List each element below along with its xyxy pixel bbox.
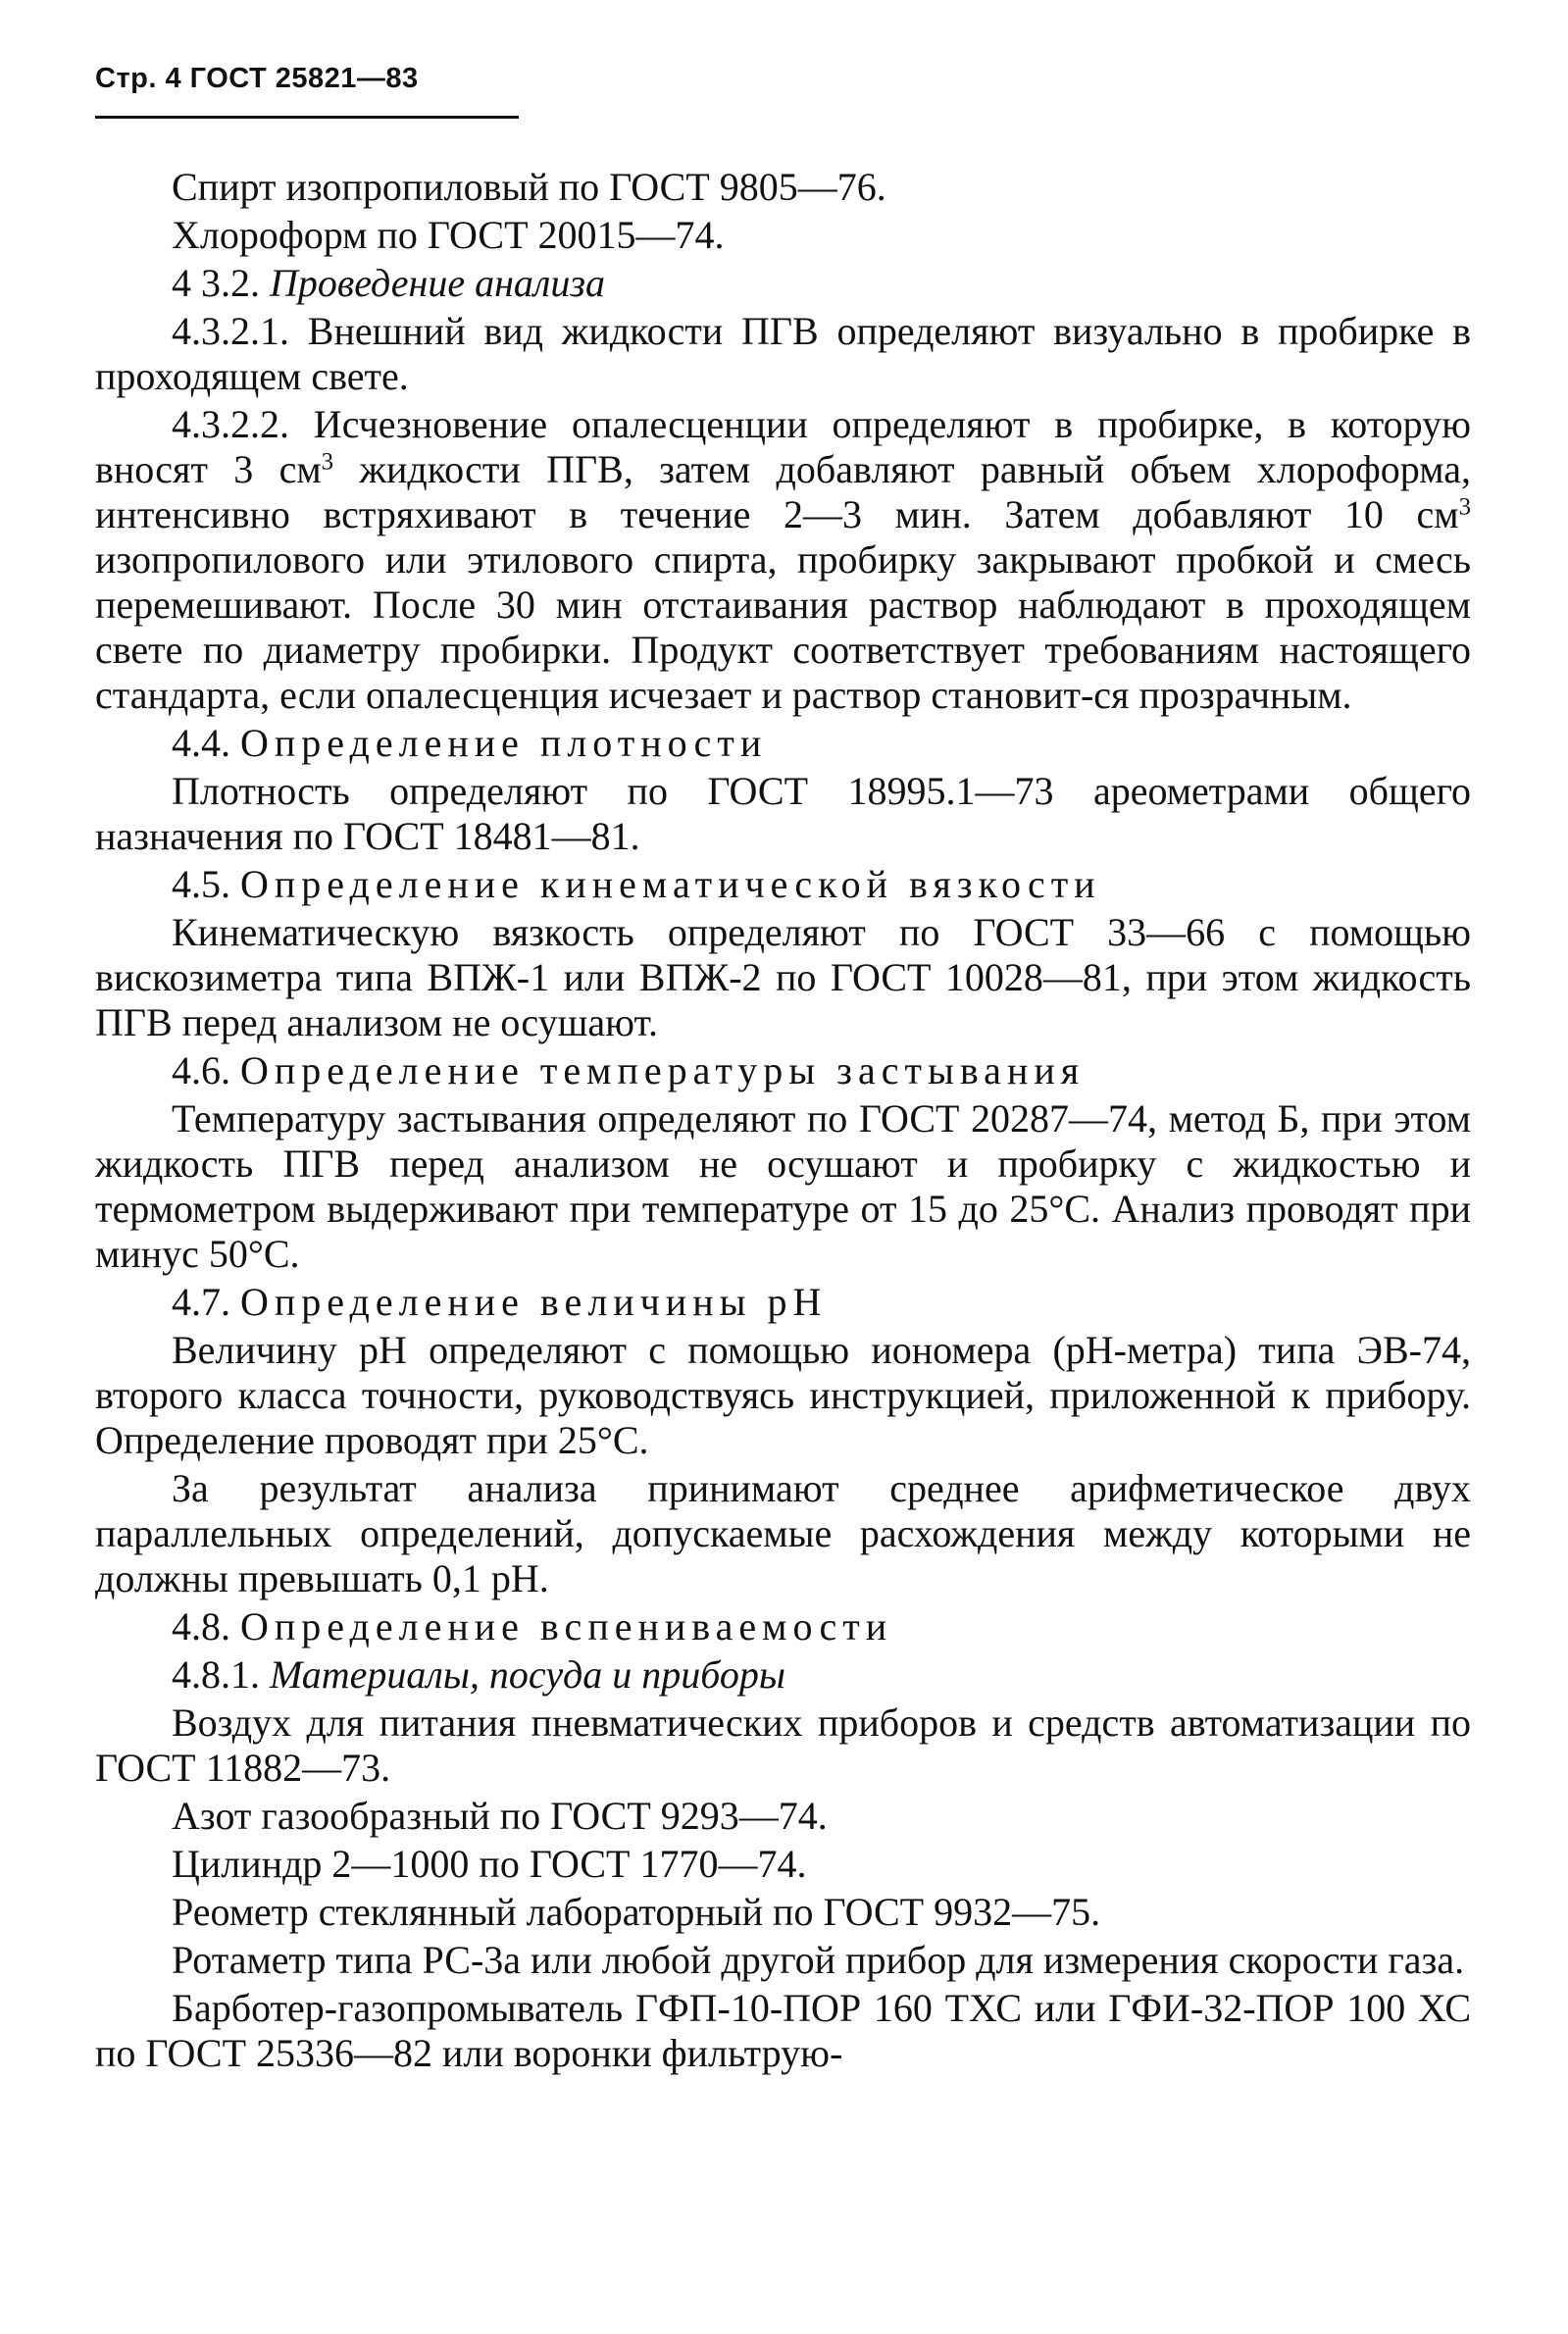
paragraph-4-7-a: Величину рН определяют с помощью иономера (рН-метра) типа ЭВ-74, второго класса точности, руководствуясь инструкцией, приложенной к прибору. Определение проводят при 25°С. (95, 1328, 1471, 1462)
section-number: 4.5. (172, 862, 230, 906)
superscript: 3 (321, 448, 334, 476)
section-4-7-heading (95, 1280, 1471, 1325)
section-title: Определение плотности (240, 721, 768, 765)
paragraph-text: изопропилового или этилового спирта, пробирку закрывают пробкой и смесь перемешивают. После 30 мин отстаивания раствор наблюдают в проходящем свете по диаметру пробирки. Продукт соответствует требованиям настоящего стандарта, если опалесценция исчезает и раствор становит-ся прозрачным. (95, 537, 1471, 717)
section-number: 4 3.2. (172, 261, 260, 305)
page-header: Стр. 4 ГОСТ 25821—83 (95, 63, 419, 94)
paragraph-bubbler: Барботер-газопромыватель ГФП-10-ПОР 160 ТХС или ГФИ-32-ПОР 100 ХС по ГОСТ 25336—82 или воронки фильтрую- (95, 1986, 1471, 2075)
section-title: Определение кинематической вязкости (240, 862, 1101, 906)
paragraph-4-5: Кинематическую вязкость определяют по ГОСТ 33—66 с помощью вискозиметра типа ВПЖ-1 или ВПЖ-2 по ГОСТ 10028—81, при этом жидкость ПГВ перед анализом не осушают. (95, 910, 1471, 1044)
section-number: 4.4. (172, 721, 230, 765)
section-4-6-heading (95, 1048, 1471, 1093)
paragraph-4-7-b: За результат анализа принимают среднее арифметическое двух параллельных определений, допускаемые расхождения между которыми не должны превышать 0,1 рН. (95, 1466, 1471, 1600)
paragraph-isopropyl-alcohol: Спирт изопропиловый по ГОСТ 9805—76. (172, 165, 886, 209)
paragraph-4-3-2-2 (95, 402, 1471, 718)
paragraph-text: жидкости ПГВ, затем добавляют равный объем хлороформа, интенсивно встряхивают в течение 2—3 мин. Затем добавляют 10 см (95, 447, 1471, 536)
paragraph-4-6: Температуру застывания определяют по ГОСТ 20287—74, метод Б, при этом жидкость ПГВ перед анализом не осушают и пробирку с жидкостью и термометром выдерживают при температуре от 15 до 25°С. Анализ проводят при минус 50°С. (95, 1096, 1471, 1276)
superscript: 3 (1458, 493, 1471, 521)
paragraph-4-4: Плотность определяют по ГОСТ 18995.1—73 ареометрами общего назначения по ГОСТ 18481—81. (95, 769, 1471, 858)
section-number: 4.8.1. (172, 1652, 260, 1697)
section-number: 4.8. (172, 1604, 230, 1649)
section-number: 4.7. (172, 1280, 230, 1324)
section-title: Определение температуры застывания (240, 1048, 1086, 1092)
section-4-3-2-heading (95, 261, 1471, 306)
paragraph-4-3-2-1: 4.3.2.1. Внешний вид жидкости ПГВ определяют визуально в пробирке в проходящем свете. (95, 309, 1471, 398)
paragraph-air: Воздух для питания пневматических приборов и средств автоматизации по ГОСТ 11882—73. (95, 1700, 1471, 1790)
section-4-8-heading (95, 1604, 1471, 1649)
paragraph-rheometer: Реометр стеклянный лабораторный по ГОСТ 9932—75. (172, 1890, 1101, 1934)
section-title: Определение вспениваемости (240, 1604, 893, 1649)
section-title: Проведение анализа (270, 261, 605, 305)
section-4-4-heading (95, 721, 1471, 766)
section-title: Определение величины рН (240, 1280, 828, 1324)
paragraph-cylinder: Цилиндр 2—1000 по ГОСТ 1770—74. (172, 1842, 807, 1886)
section-4-5-heading (95, 862, 1471, 907)
paragraph-text: 4.3.2.2. Исчезновение опалесценции определяют в пробирке, в которую вносят 3 см (95, 402, 1471, 491)
document-body (95, 165, 1471, 2079)
section-4-8-1-heading (95, 1652, 1471, 1698)
paragraph-chloroform: Хлороформ по ГОСТ 20015—74. (172, 213, 725, 257)
section-title: Материалы, посуда и приборы (270, 1652, 785, 1697)
header-rule (95, 116, 519, 119)
section-number: 4.6. (172, 1048, 230, 1092)
paragraph-rotameter: Ротаметр типа РС-3а или любой другой прибор для измерения скорости газа. (172, 1938, 1465, 1982)
paragraph-nitrogen: Азот газообразный по ГОСТ 9293—74. (172, 1794, 828, 1838)
